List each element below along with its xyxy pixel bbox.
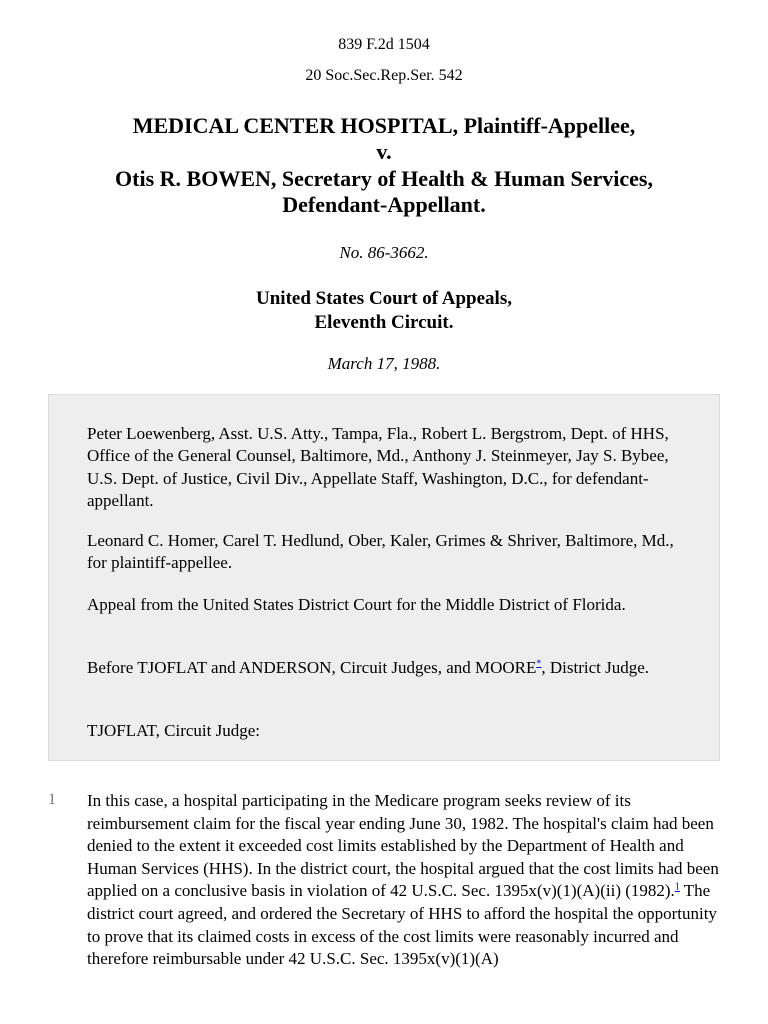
- defendant-role-line: Defendant-Appellant.: [282, 192, 486, 217]
- paragraph-text-part2: The district court agreed, and ordered the Secretary of HHS to afford the hospital the opportunity to prove that its claimed costs in excess of the cost limits were reasonably incurred and therefore reimbursable under 42 U.S.C. Sec. 1395x(v)(1)(A): [87, 881, 717, 969]
- appeal-from: Appeal from the United States District Court for the Middle District of Florida.: [87, 595, 626, 614]
- opinion-author: TJOFLAT, Circuit Judge:: [87, 721, 260, 740]
- paragraph-number: 1: [48, 791, 56, 808]
- opinion-paragraph: [87, 790, 727, 971]
- plaintiff-line: MEDICAL CENTER HOSPITAL, Plaintiff-Appellee,: [132, 113, 636, 138]
- docket-number: No. 86-3662.: [339, 243, 429, 262]
- panel-judges-text: Before TJOFLAT and ANDERSON, Circuit Judges, and MOORE: [87, 658, 537, 677]
- panel-judges: [87, 657, 687, 679]
- footnote-star-link[interactable]: *: [536, 658, 542, 670]
- court-name: United States Court of Appeals,: [256, 288, 512, 309]
- defendant-line: Otis R. BOWEN, Secretary of Health & Human Services,: [115, 166, 653, 191]
- reporter-citation: 839 F.2d 1504: [338, 36, 430, 53]
- decision-date: March 17, 1988.: [327, 354, 441, 373]
- versus-line: v.: [376, 139, 392, 164]
- paragraph-text-part1: In this case, a hospital participating in the Medicare program seeks review of its reimbursement claim for the fiscal year ending June 30, 1982. The hospital's claim had been denied to the extent it exceeded cost limits established by the Department of Health and Human Services (HHS). In the district court, the hospital argued that the cost limits had been applied on a conclusive basis in violation of 42 U.S.C. Sec. 1395x(v)(1)(A)(ii) (1982).: [87, 791, 719, 901]
- counsel-defendant: Peter Loewenberg, Asst. U.S. Atty., Tampa, Fla., Robert L. Bergstrom, Dept. of HHS, Office of the General Counsel, Baltimore, Md., Anthony J. Steinmeyer, Jay S. Bybee, U.S. Dept. of Justice, Civil Div., Appellate Staff, Washington, D.C., for defendant-appellant.: [87, 424, 669, 510]
- footnote-1-link[interactable]: 1: [674, 881, 680, 893]
- counsel-plaintiff: Leonard C. Homer, Carel T. Hedlund, Ober, Kaler, Grimes & Shriver, Baltimore, Md., for plaintiff-appellee.: [87, 531, 674, 573]
- secondary-citation: 20 Soc.Sec.Rep.Ser. 542: [305, 67, 463, 84]
- panel-judges-suffix: , District Judge.: [541, 658, 650, 677]
- court-circuit: Eleventh Circuit.: [314, 312, 454, 333]
